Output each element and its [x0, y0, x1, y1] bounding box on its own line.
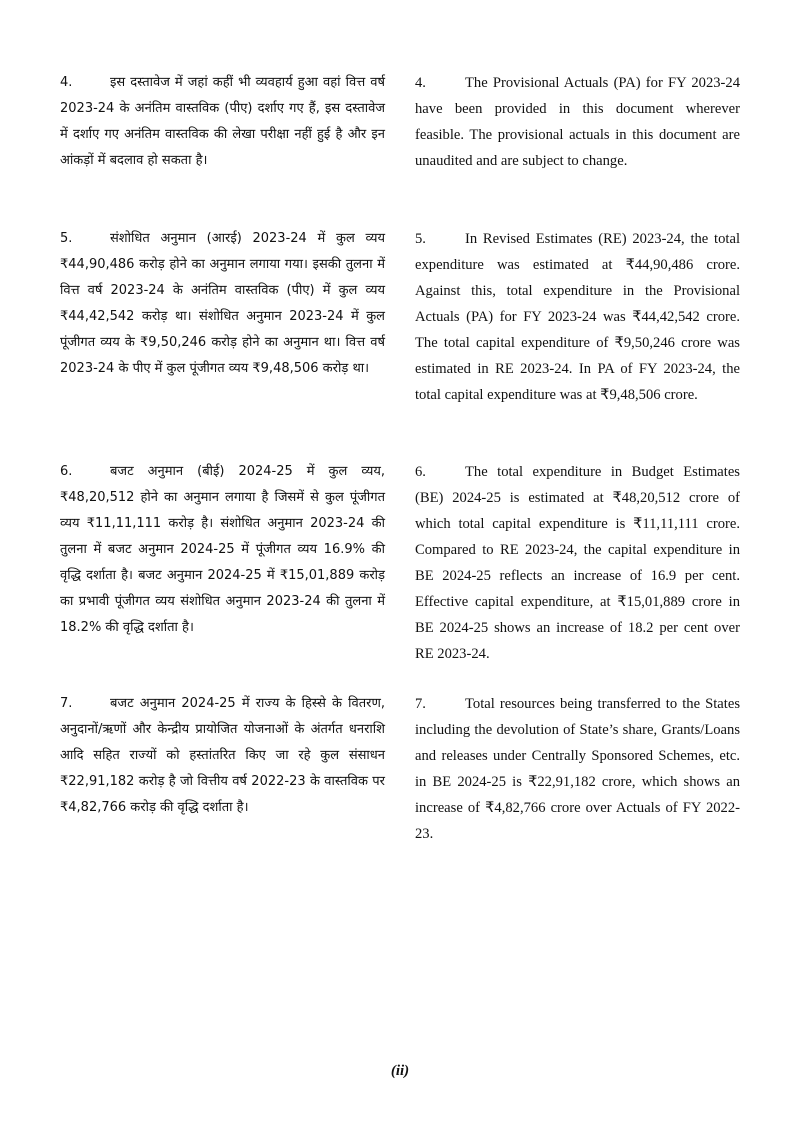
- hindi-paragraph-7: [60, 691, 385, 821]
- paragraph-text: The total expenditure in Budget Estimates (BE) 2024-25 is estimated at ₹48,20,512 crore of which total capital expenditure is ₹11,11,111 crore. Compared to RE 2023-24, the capital expenditure in BE 2024-25 reflects an increase of 16.9 per cent. Effective capital expenditure, at ₹15,01,889 crore in BE 2024-25 shows an increase of 18.2 per cent over RE 2023-24.: [415, 464, 740, 662]
- paragraph-number: 6.: [60, 464, 73, 479]
- english-paragraph-5: [415, 226, 740, 408]
- paragraph-number: 4.: [415, 75, 426, 91]
- paragraph-text: बजट अनुमान 2024-25 में राज्य के हिस्से के वितरण, अनुदानों/ऋणों और केन्द्रीय प्रायोजित योजनाओं के अंतर्गत धनराशि आदि सहित राज्यों को हस्तांतरित किए जा रहे कुल संसाधन ₹22,91,182 करोड़ है जो वित्तीय वर्ष 2022-23 के वास्तविक पर ₹4,82,766 करोड़ की वृद्धि दर्शाता है।: [60, 696, 385, 815]
- hindi-paragraph-4: [60, 70, 385, 174]
- paragraph-text: Total resources being transferred to the States including the devolution of State’s share, Grants/Loans and releases under Centrally Sponsored Schemes, etc. in BE 2024-25 is ₹22,91,182 crore, which shows an increase of ₹4,82,766 crore over Actuals of FY 2022-23.: [415, 696, 740, 842]
- paragraph-number: 7.: [60, 696, 73, 711]
- paragraph-number: 5.: [60, 231, 73, 246]
- paragraph-text: संशोधित अनुमान (आरई) 2023-24 में कुल व्यय ₹44,90,486 करोड़ होने का अनुमान लगाया गया। इसकी तुलना में वित्त वर्ष 2023-24 के अनंतिम वास्तविक (पीए) में कुल व्यय ₹44,42,542 करोड़ था। संशोधित अनुमान 2023-24 में कुल पूंजीगत व्यय के ₹9,50,246 करोड़ होने का अनुमान था। वित्त वर्ष 2023-24 के पीए में कुल पूंजीगत व्यय ₹9,48,506 करोड़ था।: [60, 231, 385, 376]
- paragraph-number: 7.: [415, 696, 426, 712]
- paragraph-number: 4.: [60, 75, 73, 90]
- english-paragraph-4: [415, 70, 740, 174]
- hindi-paragraph-5: [60, 226, 385, 382]
- paragraph-text: The Provisional Actuals (PA) for FY 2023-24 have been provided in this document wherever feasible. The provisional actuals in this document are unaudited and are subject to change.: [415, 75, 740, 169]
- english-paragraph-6: [415, 459, 740, 667]
- paragraph-text: इस दस्तावेज में जहां कहीं भी व्यवहार्य हुआ वहां वित्त वर्ष 2023-24 के अनंतिम वास्तविक (पीए) दर्शाए गए हैं, इस दस्तावेज में दर्शाए गए अनंतिम वास्तविक की लेखा परीक्षा नहीं हुई है और इन आंकड़ों में बदलाव हो सकता है।: [60, 75, 385, 168]
- page-number: (ii): [390, 1063, 410, 1079]
- paragraph-number: 5.: [415, 231, 426, 247]
- paragraph-number: 6.: [415, 464, 426, 480]
- paragraph-text: In Revised Estimates (RE) 2023-24, the total expenditure was estimated at ₹44,90,486 crore. Against this, total expenditure in the Provisional Actuals (PA) for FY 2023-24 was ₹44,42,542 crore. The total capital expenditure of ₹9,50,246 crore was estimated in RE 2023-24. In PA of FY 2023-24, the total capital expenditure was at ₹9,48,506 crore.: [415, 231, 740, 403]
- hindi-paragraph-6: [60, 459, 385, 641]
- english-paragraph-7: [415, 691, 740, 847]
- paragraph-text: बजट अनुमान (बीई) 2024-25 में कुल व्यय, ₹48,20,512 होने का अनुमान लगाया है जिसमें से कुल पूंजीगत व्यय ₹11,11,111 करोड़ है। संशोधित अनुमान 2023-24 की तुलना में बजट अनुमान 2024-25 में पूंजीगत व्यय 16.9% की वृद्धि दर्शाता है। बजट अनुमान 2024-25 में ₹15,01,889 करोड़ का प्रभावी पूंजीगत व्यय संशोधित अनुमान 2023-24 की तुलना में 18.2% की वृद्धि दर्शाता है।: [60, 464, 385, 635]
